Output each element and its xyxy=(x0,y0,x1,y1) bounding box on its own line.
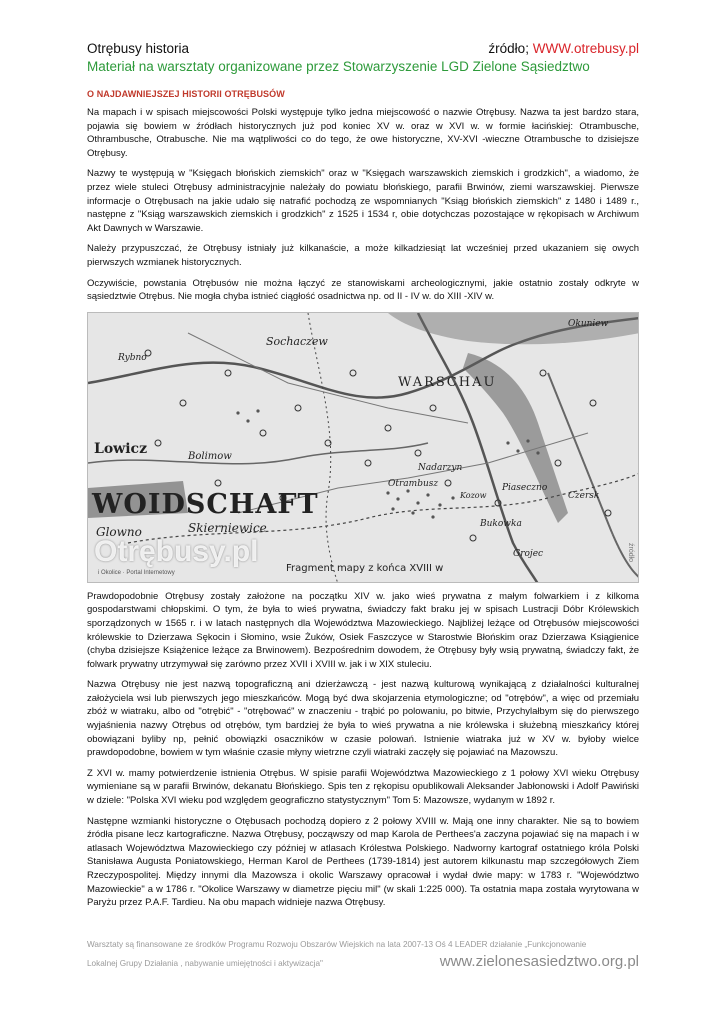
map-label: Otrambusz xyxy=(388,478,439,489)
map-label: Skierniewice xyxy=(188,520,267,535)
document-title: Otrębusy historia xyxy=(87,41,190,56)
map-label: WOIDSCHAFT xyxy=(92,488,319,520)
site-watermark: Otrębusy.pl xyxy=(94,534,259,568)
source-label: źródło; xyxy=(488,41,529,56)
footer-website-link[interactable]: www.zielonesasiedztwo.org.pl xyxy=(439,953,639,970)
map-label: Bolimow xyxy=(188,450,232,462)
map-label: Nadarzyn xyxy=(418,462,463,473)
map-label: Grojec xyxy=(513,548,544,559)
map-label: Czersk xyxy=(568,490,600,501)
map-label: WARSCHAU xyxy=(398,374,497,390)
map-source-credit: źródło xyxy=(627,542,634,562)
source-reference xyxy=(488,40,639,57)
paragraph: Nazwy te występują w "Księgach błońskich ziemskich" oraz w "Księgach warszawskich ziemskich i grodzkich", a wiadomo, że przez wiele stuleci Otrębusy administracyjnie należały do powiatu błońskiego, parafii Brwinów, ziemi warszawskiej. Pierwsze informacje o Otrębusach na jakie udało się natrafić pochodzą ze wspomnianych "Ksiąg błońskich ziemskich" z 1480 i 1489 r., następne z "Ksiąg warszawskich ziemskich i grodzkich" z 1525 i 1534 r, obie dotychczas pozostające w rękopisach w Archiwum Akt Dawnych w Warszawie. xyxy=(87,168,639,234)
paragraph: Z XVI w. mamy potwierdzenie istnienia Otrębus. W spisie parafii Województwa Mazowieckiego z 1 połowy XVI wieku Otrębusy wymieniane są w parafii Brwinów, dekanatu Błońskiego. Spis ten z rękopisu opublikowali Aleksander Jabłonowski i Adolf Pawiński w dziele: "Polska XVI wieku pod względem geograficzno statystycznym" Tom 5: Mazowsze, wydanym w 1892 r. xyxy=(87,767,639,807)
map-label: Sochaczew xyxy=(266,334,328,348)
map-label: Okuniew xyxy=(568,318,609,329)
historical-map-figure xyxy=(87,312,639,583)
map-label: Rybno xyxy=(118,352,147,363)
paragraph: Następne wzmianki historyczne o Otębusach pochodzą dopiero z 2 połowy XVIII w. Mają one inny charakter. Nie są to bowiem źródła pisane lecz kartograficzne. Nazwa Otrębusy, począwszy od map Karola de Perthees'a zaczyna pojawiać się na mapach i w atlasach Województwa Mazowieckiego czy później w atlasach Królestwa Polskiego. Nadworny kartograf ostatniego króla Polski Stanisława Augusta Poniatowskiego, Herman Karol de Perthees (1739-1814) jest autorem kilkunastu map szczegółowych Ziem Rzeczypospolitej. Między innymi dla Mazowsza i okolic Warszawy opracował i wydał dwie mapy: w 1783 r. "Województwo Mazowieckie" a w 1786 r. "Okolice Warszawy w diametrze pięciu mil" (w skali 1:225 000). Ta ostatnia mapa została wyrytowana w Paryżu przez P.A.F. Tardieu. Na obu mapach widnieje nazwa Otrębusy. xyxy=(87,815,639,909)
map-caption: Fragment mapy z końca XVIII w xyxy=(286,562,444,574)
source-url-link[interactable]: WWW.otrebusy.pl xyxy=(532,41,639,56)
map-label: Kozow xyxy=(460,490,487,500)
document-page xyxy=(87,40,639,910)
paragraph: Nazwa Otrębusy nie jest nazwą topograficzną ani dzierżawczą - jest nazwą kulturową wynikającą z działalności kulturalnej założyciela wsi lub pierwszych jego mieszkańców. Mogą być dwa skojarzenia etymologiczne; od "otrębów", a więc od przemiału zbóż w wiatraku, albo od "otrębić" - "otrębować" w znaczeniu - trąbić po polowaniu, po bitwie, Przychylałbym się do pierwszego wyjaśnienia nazwy Otrębus od otrębów, tym bardziej że była to wieś prywatna a nie królewska i służebną mieszkańcy której obowiązani byliby np, pełnić obowiązki osaczników w czasie polowań. Istnienie wiatraka już w XV w. byłoby wielce prawdopodobne, bowiem w tym właśnie czasie młyny wietrzne czyli wiatraki zaczęły się pojawiać na Mazowszu. xyxy=(87,679,639,759)
funding-note-line1: Warsztaty są finansowane ze środków Programu Rozwoju Obszarów Wiejskich na lata 2007-13 Oś 4 LEADER działanie „Funkcjonowanie xyxy=(87,940,587,949)
paragraph: Prawdopodobnie Otrębusy zostały założone na początku XIV w. jako wieś prywatna z małym folwarkiem i z kilkoma gospodarstwami chłopskimi. O tym, że była to wieś prywatna, świadczy fakt braku jej w spisach Lustracji Dóbr Królewskich sporządzonych w 1565 r. i w latach następnych dla Województwa Mazowieckiego. Najbliżej leżące od Otrębusów miejscowości królewskie to Dzierzawa Sękocin i Słomino, wsie Żuków, Osiek Faszczyce w Starostwie Błońskim oraz Dzierzawa Ksiągienice (chyba dzisiejsze Książenice leżące za Brwinowem). Bezpośrednim dowodem, że Otrębusy były wsią prywatną, świadczy fakt, że folwark prywatny utrzymywał się zarówno przez XVII i XVIII w. jak i w XIX stuleciu. xyxy=(87,590,639,670)
map-label: Bukowka xyxy=(480,518,522,529)
funding-note-line2: Lokalnej Grupy Działania , nabywanie umiejętności i aktywizacja" xyxy=(87,959,323,968)
page-header xyxy=(87,40,639,57)
map-label: Piaseczno xyxy=(502,482,548,493)
paragraph: Na mapach i w spisach miejscowości Polski występuje tylko jedna miejscowość o nazwie Otrębusy. Nazwa ta jest bardzo stara, pojawia się bowiem w źródłach historycznych już pod koniec XV w. oraz w XVI w. w formie łacińskiej: Otrambusche, Othrambusche, Otrabusche. Nie ma wątpliwości co do tego, że owe historyczne, XV-XVI -wieczne Otrambusche to dzisiejsze Otrębusy. xyxy=(87,107,639,159)
document-subtitle: Materiał na warsztaty organizowane przez Stowarzyszenie LGD Zielone Sąsiedztwo xyxy=(87,59,590,74)
map-label: Glowno xyxy=(96,524,142,539)
page-footer xyxy=(87,939,639,970)
map-label: Lowicz xyxy=(94,440,148,457)
site-watermark-subtitle: i Okolice · Portal Internetowy xyxy=(98,569,175,576)
section-title: O NAJDAWNIEJSZEJ HISTORII OTRĘBUSÓW xyxy=(87,89,285,99)
paragraph: Należy przypuszczać, że Otrębusy istniały już kilkanaście, a może kilkadziesiąt lat wcześniej przed ukazaniem się owych pierwszych wzmianek historycznych. xyxy=(87,243,639,268)
paragraph: Oczywiście, powstania Otrębusów nie można łączyć ze stanowiskami archeologicznymi, jakie ostatnio zostały odkryte w sąsiedztwie Otrębus. Nie mogła chyba istnieć ciągłość osadnictwa np. od II - IV w. do XIII -XIV w. xyxy=(87,277,639,303)
